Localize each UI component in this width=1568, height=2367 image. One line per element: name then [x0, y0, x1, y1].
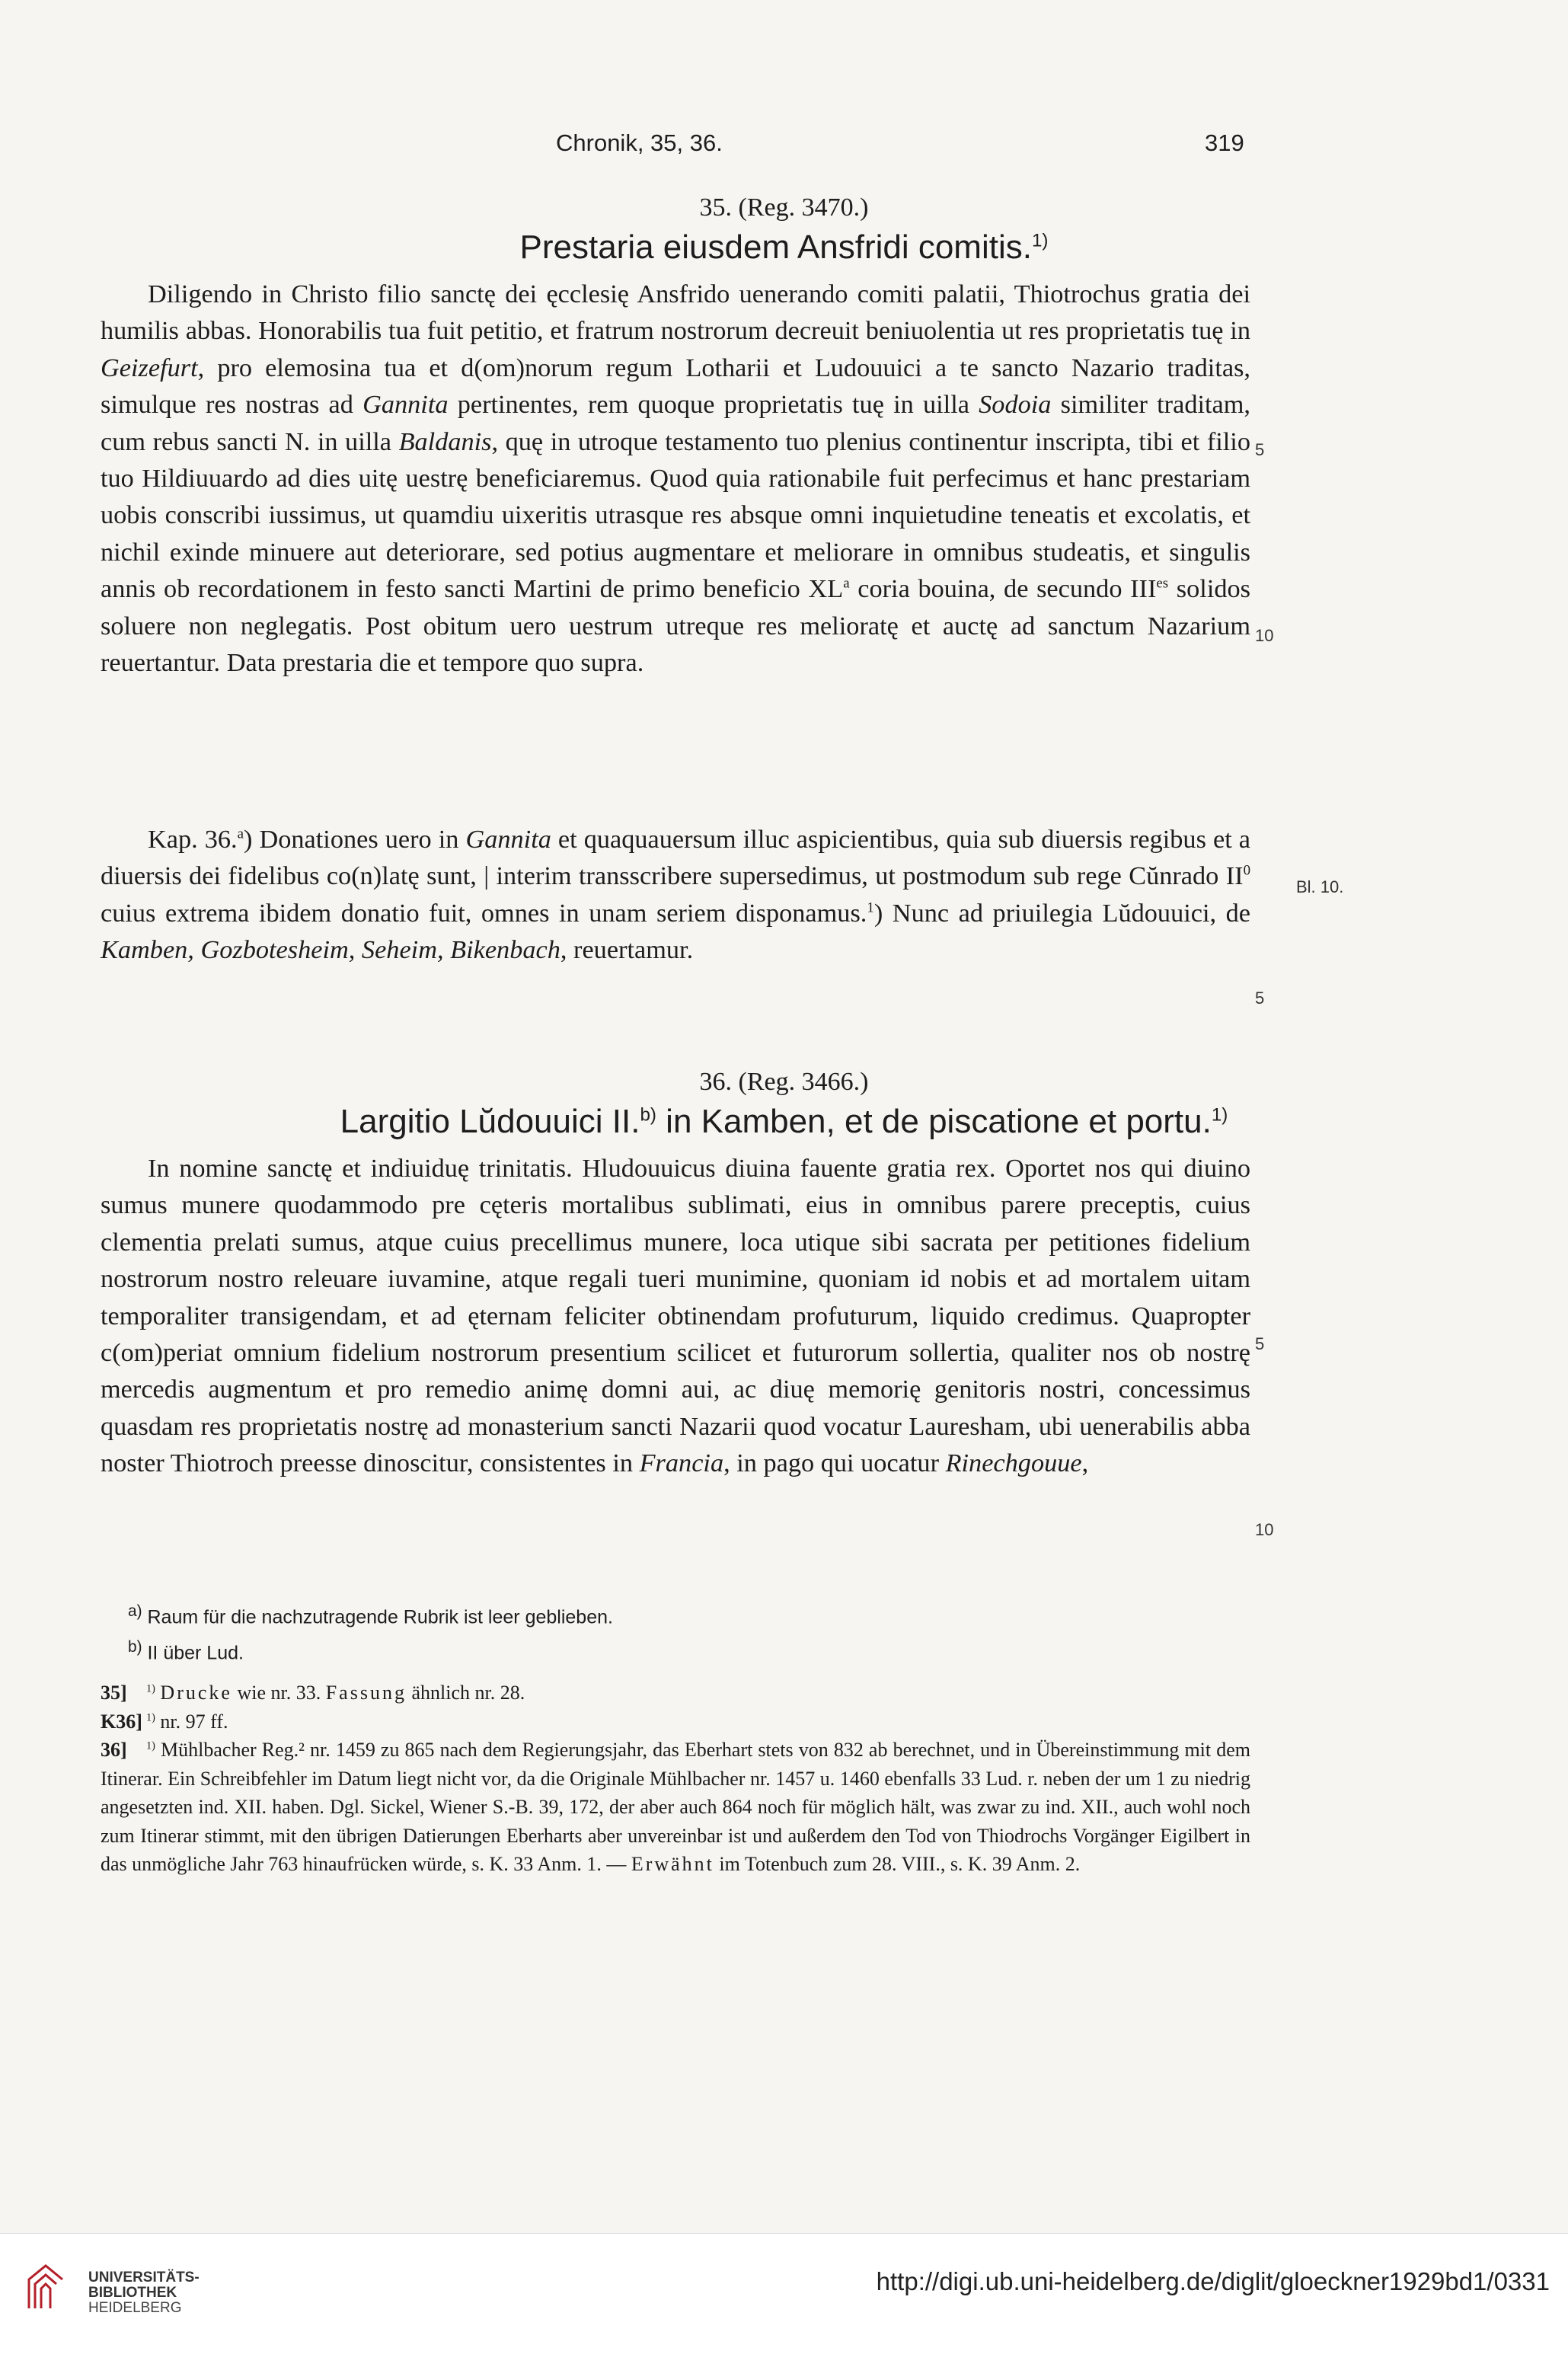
note-mark: 1) — [146, 1711, 155, 1723]
section-35-heading: 35. (Reg. 3470.) — [699, 193, 869, 222]
note-a — [128, 1596, 1247, 1632]
text-run: et quaquauersum illuc aspicientibus, quia sub diuersis regibus et a diuersis dei fidelibus co(n)latę sunt, | interim transscribere supersedimus, ut postmodum sub rege Cŭnrado II — [101, 825, 1250, 891]
charter-35-text — [101, 276, 1250, 681]
superscript: 0 — [1243, 862, 1250, 879]
text-run: , pro elemosina tua et d(om)norum regum Lotharii et Ludouuici a te sancto Nazario traditas, simulque res nostras ad — [101, 353, 1250, 420]
text-run: coria bouina, de secundo III — [849, 574, 1157, 604]
section-36-body — [101, 1150, 1250, 1482]
commentary-notes — [101, 1679, 1250, 1879]
line-number-5: 5 — [1255, 989, 1265, 1008]
permalink-url[interactable]: http://digi.ub.uni-heidelberg.de/diglit/gloeckner1929bd1/0331 — [876, 2267, 1550, 2295]
text-run: , — [1081, 1449, 1089, 1478]
note-mark: 1) — [146, 1682, 155, 1695]
text-run: In nomine sanctę et indiuiduę trinitatis. Hludouuicus diuina fauente gratia rex. Oportet nos qui diuino sumus munere quodammodo pre cęteris mortalibus sublimati, eius in omnibus parere preceptis, cuius clementia prelati sumus, atque cuius precellimus munere, loca utique sibi sacrata per petitiones fidelium nostrorum nostro releuare iuvamine, atque regali tueri munimine, quoniam id nobis et ad mortalem uitam temporaliter transigendam, et ad ęternam feliciter obtinendam profuturum, liquido credimus. Quapropter c(om)periat omnium fidelium nostrorum presentium scilicet et futurorum sollertia, qualiter nos ob nostrę mercedis augmentum et pro remedio animę domni aui, ac diuę memorię genitoris nostri, concessimus quasdam res proprietatis nostrę ad monasterium sancti Nazarii quod vocatur Lauresham, ubi uenerabilis abba noster Thiotroch preesse dinoscitur, consistentes in — [101, 1154, 1250, 1478]
rubric-text: Prestaria eiusdem Ansfridi comitis. — [519, 228, 1032, 266]
rubric-text-a: Largitio Lŭdouuici II. — [340, 1103, 640, 1140]
spaced-term: Erwähnt — [631, 1853, 714, 1875]
note-36 — [101, 1736, 1250, 1879]
text-run: Kap. 36. — [148, 825, 238, 854]
spaced-term: Fassung — [325, 1682, 407, 1704]
note-text: im Totenbuch zum 28. VIII., s. K. 39 Anm. 2. — [714, 1853, 1081, 1875]
text-run: , reuertamur. — [560, 935, 694, 965]
university-library-logo-icon — [26, 2263, 65, 2311]
kap-36-text — [101, 821, 1250, 969]
rubric-text-c: in Kamben, et de piscatione et portu. — [656, 1103, 1212, 1140]
italic-place-name: Rinechgouue — [945, 1449, 1082, 1478]
library-line-1: UNIVERSITÄTS- — [88, 2270, 200, 2286]
note-text: Raum für die nachzutragende Rubrik ist leer geblieben. — [147, 1606, 613, 1628]
line-number-10: 10 — [1255, 626, 1274, 645]
section-35-rubric — [0, 228, 1568, 267]
note-mark: a) — [128, 1602, 142, 1620]
spaced-term: Drucke — [160, 1682, 232, 1704]
text-run: pertinentes, rem quoque proprietatis tuę in uilla — [448, 390, 979, 420]
text-run: ) Donationes uero in — [244, 825, 466, 854]
section-36-heading: 36. (Reg. 3466.) — [699, 1068, 869, 1096]
note-b — [128, 1632, 1247, 1668]
library-line-2: BIBLIOTHEK — [88, 2285, 177, 2301]
italic-place-name: Gannita — [465, 825, 551, 854]
text-run: Diligendo in Christo filio sanctę dei ęcclesię Ansfrido uenerando comiti palatii, Thiotrochus gratia dei humilis abbas. Honorabilis tua fuit petitio, et fratrum nostrorum decreuit beniuolentia ut res proprietatis tuę in — [101, 280, 1250, 346]
text-run: ) Nunc ad priuilegia Lŭdouuici, de — [873, 898, 1250, 928]
italic-place-name: Baldanis — [398, 426, 492, 456]
text-run: , quę in utroque testamento tuo plenius continentur inscripta, tibi et filio tuo Hildiuuardo ad dies uitę uestrę beneficiaremus. Quod quia rationabile fuit perfecimus et hanc prestariam uobis conscribi iussimus, ut quamdiu uixeritis utrasque res absque omni inquietudine teneatis et excolatis, et nichil exinde minuere aut deteriorare, sed potius augmentare et meliorare in omnibus studeatis, et singulis annis ob recordationem in festo sancti Martini de primo beneficio — [101, 426, 1250, 604]
text-critical-notes — [128, 1596, 1247, 1669]
line-number-5: 5 — [1255, 440, 1265, 459]
note-35 — [101, 1679, 1250, 1707]
page-number: 319 — [1205, 129, 1244, 156]
text-run: similiter traditam, cum rebus sancti N. in uilla — [101, 390, 1250, 456]
text-run: , in pago qui uocatur — [723, 1449, 946, 1478]
note-text: nr. 97 ff. — [155, 1710, 228, 1733]
italic-place-name: Kamben, Gozbotesheim, Seheim, Bikenbach — [101, 935, 560, 965]
superscript: a — [843, 575, 850, 592]
italic-place-name: Gannita — [362, 390, 449, 420]
library-name — [88, 2270, 200, 2316]
note-text: ähnlich nr. 28. — [406, 1682, 525, 1704]
superscript: a — [237, 826, 244, 842]
note-text: wie nr. 33. — [232, 1682, 326, 1704]
text-run: XL — [808, 574, 844, 604]
folio-marker: Bl. 10. — [1296, 877, 1344, 896]
rubric-mark-b: b) — [640, 1104, 656, 1126]
italic-place-name: Francia — [639, 1449, 724, 1478]
text-run: cuius extrema ibidem donatio fuit, omnes in unam seriem disponamus. — [101, 898, 867, 928]
text-run: solidos soluere non neglegatis. Post obitum uero uestrum utreque res melioratę et auctę ad sanctum Nazarium reuertantur. Data prestaria die et tempore quo supra. — [101, 574, 1250, 678]
note-k36 — [101, 1707, 1250, 1736]
note-text: II über Lud. — [147, 1642, 244, 1664]
note-label: 35] — [101, 1682, 127, 1704]
charter-36-text — [101, 1150, 1250, 1482]
running-header — [0, 129, 1568, 168]
note-mark: b) — [128, 1638, 142, 1656]
running-title: Chronik, 35, 36. — [556, 129, 723, 156]
italic-place-name: Geizefurt — [101, 353, 198, 382]
library-line-3: HEIDELBERG — [88, 2300, 182, 2316]
note-mark: 1) — [146, 1739, 155, 1752]
italic-place-name: Sodoia — [979, 390, 1052, 420]
note-label: 36] — [101, 1739, 127, 1761]
section-36-rubric — [0, 1103, 1568, 1141]
superscript: es — [1156, 575, 1169, 592]
note-text: Mühlbacher Reg.² nr. 1459 zu 865 nach dem Regierungsjahr, das Eberhart stets von 832 ab berechnet, und in Übereinstimmung mit dem Itinerar. Ein Schreibfehler im Datum liegt nicht vor, da die Originale Mühlbacher nr. 1457 u. 1460 ebenfalls 33 Lud. r. neben der um 1 zu niedrig angesetzten ind. XII. haben. Dgl. Sickel, Wiener S.-B. 39, 172, der aber auch 864 noch für möglich hält, was zwar zu ind. XII., auch wohl noch zum Itinerar stimmt, mit den übrigen Datierungen Eberharts aber unvereinbar ist und außerdem den Tod von Thiodrochs Vorgänger Eigilbert in das unmögliche Jahr 763 hinaufrücken würde, s. K. 33 Anm. 1. — — [101, 1739, 1250, 1875]
rubric-footnote-mark: 1) — [1031, 230, 1049, 251]
rubric-footnote-mark: 1) — [1211, 1104, 1228, 1126]
section-35-body — [101, 276, 1250, 681]
line-number-10: 10 — [1255, 1520, 1274, 1539]
line-number-5: 5 — [1255, 1334, 1265, 1353]
superscript: 1 — [867, 899, 874, 916]
viewer-footer — [0, 2233, 1568, 2367]
note-label: K36] — [101, 1710, 142, 1733]
kap-36-body — [101, 821, 1250, 969]
